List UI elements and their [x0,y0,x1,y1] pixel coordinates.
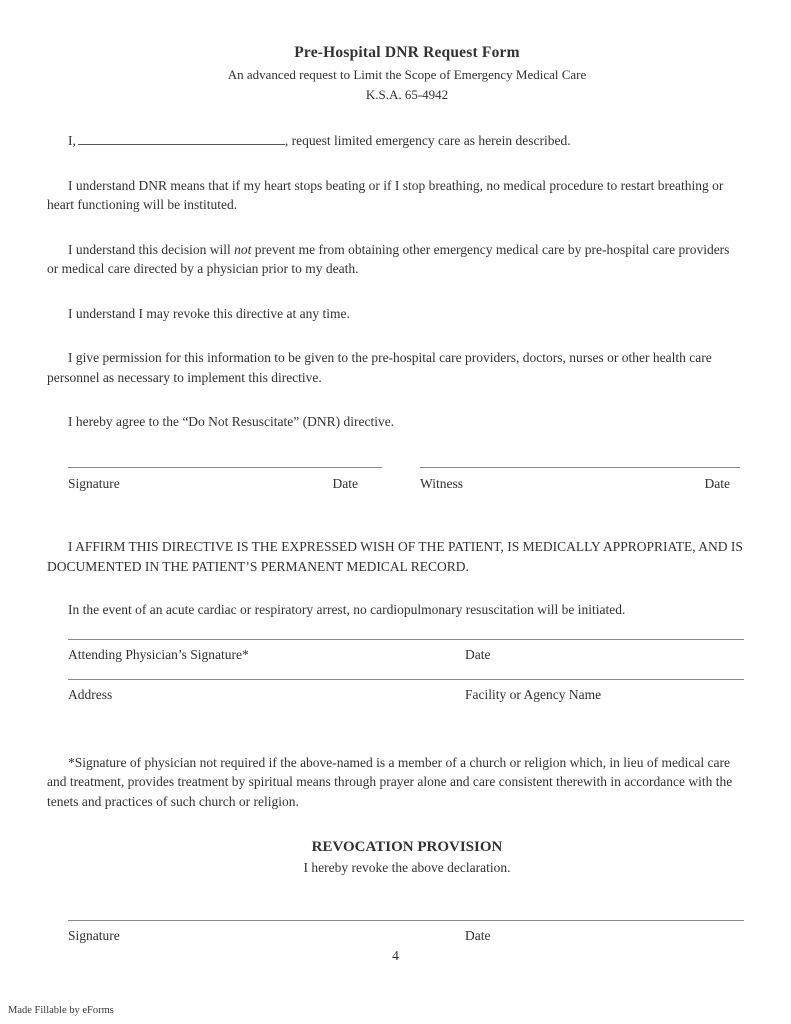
paragraph-understand-dnr: I understand DNR means that if my heart stops beating or if I stop breathing, no medical procedure to restart breathing or heart functioning will be instituted. [47,177,724,212]
physician-signature-block [68,639,744,705]
physician-affirmation: I AFFIRM THIS DIRECTIVE IS THE EXPRESSED WISH OF THE PATIENT, IS MEDICALLY APPROPRIATE, AND IS DOCUMENTED IN THE PATIENT’S PERMANENT MEDICAL RECORD. [47,539,743,574]
physician-footnote: *Signature of physician not required if the above-named is a member of a church or religion which, in lieu of medical care and treatment, provides treatment by spiritual means through prayer alone and care consistent therewith in accordance with the tenets and practices of such church or religion. [47,754,733,809]
form-body [47,131,744,966]
patient-signature-label: Signature [68,475,120,491]
patient-signature-block [68,467,744,494]
physician-signature-line[interactable] [68,639,744,640]
witness-label: Witness [420,475,463,491]
facility-name-label: Facility or Agency Name [465,687,602,702]
form-header [0,0,791,103]
patient-signature-line[interactable] [68,467,382,468]
physician-signature-label: Attending Physician’s Signature* [68,646,249,662]
page-number: 4 [392,948,399,963]
witness-date-label: Date [704,475,730,491]
declarant-suffix: , request limited emergency care as herein described. [284,133,571,148]
revocation-signature-block [68,920,744,946]
physician-address-line[interactable] [68,679,744,680]
statute-reference: K.S.A. 65-4942 [365,87,449,102]
revocation-statement: I hereby revoke the above declaration. [303,860,511,875]
revocation-signature-line[interactable] [68,920,744,921]
paragraph-decision [47,240,744,279]
made-fillable-credit: Made Fillable by eForms [8,1005,114,1016]
physician-address-label: Address [68,687,113,702]
witness-signature-column [420,467,740,494]
witness-signature-line[interactable] [420,467,740,468]
revocation-heading: REVOCATION PROVISION [311,839,503,855]
patient-date-label: Date [332,475,358,491]
declarant-name-field[interactable] [78,131,285,145]
decision-text-after: prevent me from obtaining other emergency medical care by pre-hospital care providers or medical care directed by a physician prior to my death. [47,241,730,276]
decision-not-emphasis: not [234,241,252,257]
patient-signature-column [68,467,382,494]
revocation-date-label: Date [465,927,491,943]
declarant-prefix: I, [68,133,76,148]
paragraph-revoke: I understand I may revoke this directive at any time. [68,305,350,321]
form-subtitle: An advanced request to Limit the Scope of Emergency Medical Care [227,67,587,82]
physician-date-label: Date [465,646,491,662]
decision-text-before: I understand this decision will [68,241,231,257]
form-title: Pre-Hospital DNR Request Form [294,44,520,61]
paragraph-permission: I give permission for this information to be given to the pre-hospital care providers, doctors, nurses or other health care personnel as necessary to implement this directive. [47,350,712,385]
paragraph-agree: I hereby agree to the “Do Not Resuscitate” (DNR) directive. [68,414,395,429]
revocation-signature-label: Signature [68,927,120,943]
arrest-statement: In the event of an acute cardiac or respiratory arrest, no cardiopulmonary resuscitation will be initiated. [68,602,626,617]
declarant-line [68,131,744,151]
